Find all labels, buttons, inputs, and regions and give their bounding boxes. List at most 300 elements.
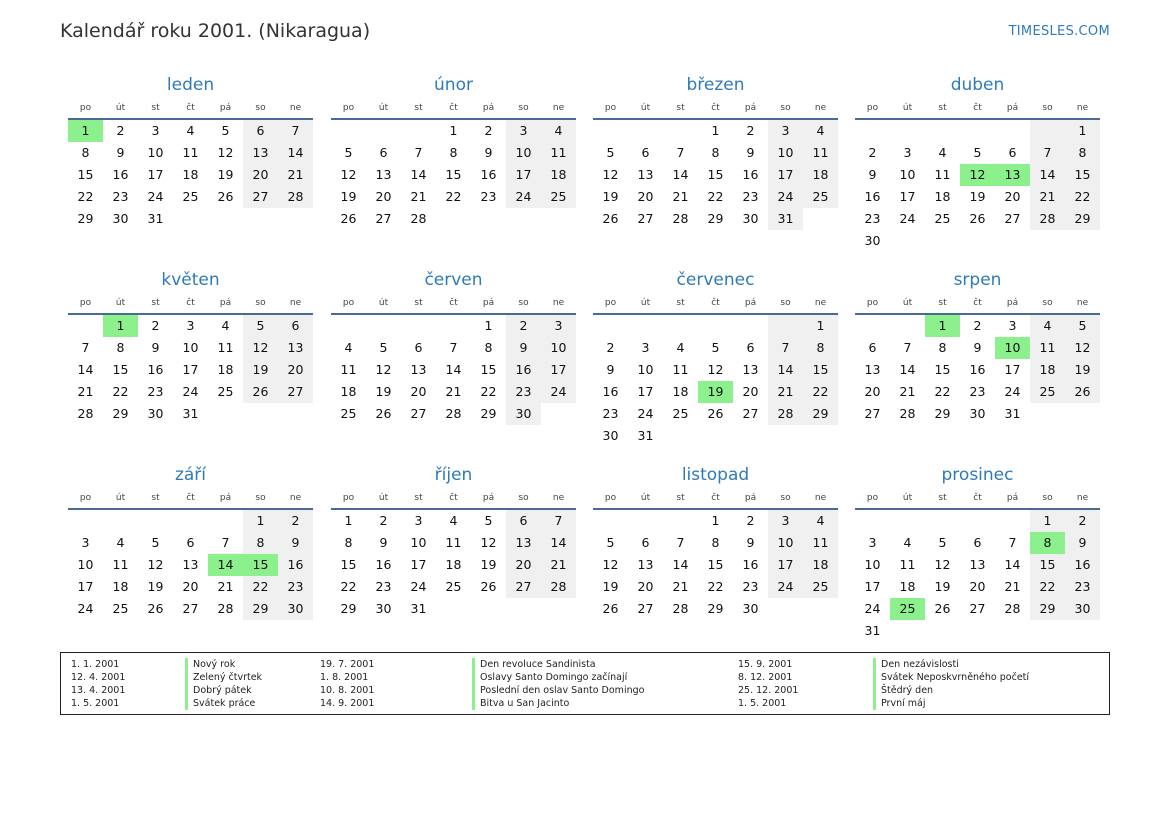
day-cell[interactable]: 23 [375, 579, 392, 594]
day-cell[interactable]: 2 [484, 123, 493, 138]
day-cell[interactable]: 12 [934, 557, 951, 572]
day-cell[interactable]: 12 [340, 167, 357, 182]
day-cell[interactable]: 18 [803, 554, 838, 576]
day-cell[interactable]: 24 [182, 384, 199, 399]
day-cell[interactable]: 14 [541, 532, 576, 554]
day-cell[interactable]: 3 [903, 145, 912, 160]
day-cell[interactable]: 6 [186, 535, 195, 550]
day-cell[interactable]: 10 [995, 337, 1030, 359]
day-cell[interactable]: 9 [278, 532, 313, 554]
day-cell[interactable]: 5 [221, 123, 230, 138]
day-cell[interactable]: 18 [340, 384, 357, 399]
day-cell[interactable]: 25 [340, 406, 357, 421]
day-cell[interactable]: 20 [182, 579, 199, 594]
day-cell[interactable]: 6 [506, 510, 541, 532]
day-cell[interactable]: 25 [445, 579, 462, 594]
day-cell[interactable]: 21 [768, 381, 803, 403]
day-cell[interactable]: 13 [637, 167, 654, 182]
day-cell[interactable]: 26 [375, 406, 392, 421]
day-cell[interactable]: 11 [1030, 337, 1065, 359]
day-cell[interactable]: 16 [480, 167, 497, 182]
day-cell[interactable]: 6 [641, 535, 650, 550]
day-cell[interactable]: 19 [698, 381, 733, 403]
day-cell[interactable]: 24 [768, 186, 803, 208]
day-cell[interactable]: 3 [506, 120, 541, 142]
day-cell[interactable]: 21 [1004, 579, 1021, 594]
day-cell[interactable]: 29 [934, 406, 951, 421]
day-cell[interactable]: 9 [484, 145, 493, 160]
day-cell[interactable]: 19 [340, 189, 357, 204]
day-cell[interactable]: 7 [1008, 535, 1017, 550]
day-cell[interactable]: 28 [410, 211, 427, 226]
day-cell[interactable]: 1 [711, 123, 720, 138]
day-cell[interactable]: 24 [147, 189, 164, 204]
day-cell[interactable]: 15 [1030, 554, 1065, 576]
day-cell[interactable]: 20 [410, 384, 427, 399]
day-cell[interactable]: 13 [506, 532, 541, 554]
day-cell[interactable]: 22 [934, 384, 951, 399]
day-cell[interactable]: 8 [711, 535, 720, 550]
day-cell[interactable]: 13 [864, 362, 881, 377]
day-cell[interactable]: 3 [186, 318, 195, 333]
day-cell[interactable]: 31 [182, 406, 199, 421]
day-cell[interactable]: 7 [768, 337, 803, 359]
day-cell[interactable]: 18 [1030, 359, 1065, 381]
day-cell[interactable]: 9 [379, 535, 388, 550]
day-cell[interactable]: 8 [1065, 142, 1100, 164]
day-cell[interactable]: 26 [707, 406, 724, 421]
day-cell[interactable]: 4 [541, 120, 576, 142]
day-cell[interactable]: 31 [1004, 406, 1021, 421]
day-cell[interactable]: 30 [602, 428, 619, 443]
day-cell[interactable]: 20 [243, 164, 278, 186]
day-cell[interactable]: 19 [147, 579, 164, 594]
day-cell[interactable]: 9 [506, 337, 541, 359]
day-cell[interactable]: 23 [602, 406, 619, 421]
day-cell[interactable]: 23 [278, 576, 313, 598]
day-cell[interactable]: 5 [243, 315, 278, 337]
day-cell[interactable]: 27 [637, 211, 654, 226]
day-cell[interactable]: 6 [641, 145, 650, 160]
day-cell[interactable]: 8 [344, 535, 353, 550]
day-cell[interactable]: 5 [484, 513, 493, 528]
day-cell[interactable]: 28 [445, 406, 462, 421]
day-cell[interactable]: 18 [217, 362, 234, 377]
day-cell[interactable]: 25 [890, 598, 925, 620]
day-cell[interactable]: 16 [969, 362, 986, 377]
day-cell[interactable]: 27 [969, 601, 986, 616]
day-cell[interactable]: 28 [77, 406, 94, 421]
day-cell[interactable]: 5 [379, 340, 388, 355]
day-cell[interactable]: 25 [112, 601, 129, 616]
day-cell[interactable]: 28 [1004, 601, 1021, 616]
day-cell[interactable]: 17 [768, 554, 803, 576]
day-cell[interactable]: 8 [711, 145, 720, 160]
day-cell[interactable]: 30 [278, 598, 313, 620]
day-cell[interactable]: 1 [103, 315, 138, 337]
day-cell[interactable]: 26 [480, 579, 497, 594]
day-cell[interactable]: 31 [637, 428, 654, 443]
day-cell[interactable]: 23 [864, 211, 881, 226]
day-cell[interactable]: 7 [676, 145, 685, 160]
day-cell[interactable]: 18 [445, 557, 462, 572]
day-cell[interactable]: 26 [602, 211, 619, 226]
day-cell[interactable]: 23 [969, 384, 986, 399]
day-cell[interactable]: 13 [182, 557, 199, 572]
day-cell[interactable]: 5 [151, 535, 160, 550]
day-cell[interactable]: 26 [1065, 381, 1100, 403]
day-cell[interactable]: 29 [803, 403, 838, 425]
day-cell[interactable]: 2 [1065, 510, 1100, 532]
day-cell[interactable]: 13 [995, 164, 1030, 186]
day-cell[interactable]: 10 [899, 167, 916, 182]
day-cell[interactable]: 4 [449, 513, 458, 528]
day-cell[interactable]: 16 [742, 557, 759, 572]
day-cell[interactable]: 17 [864, 579, 881, 594]
day-cell[interactable]: 14 [1004, 557, 1021, 572]
day-cell[interactable]: 2 [506, 315, 541, 337]
day-cell[interactable]: 14 [672, 167, 689, 182]
day-cell[interactable]: 31 [147, 211, 164, 226]
day-cell[interactable]: 6 [243, 120, 278, 142]
day-cell[interactable]: 11 [112, 557, 129, 572]
day-cell[interactable]: 14 [1030, 164, 1065, 186]
day-cell[interactable]: 15 [934, 362, 951, 377]
day-cell[interactable]: 26 [243, 381, 278, 403]
day-cell[interactable]: 9 [868, 167, 877, 182]
day-cell[interactable]: 22 [77, 189, 94, 204]
day-cell[interactable]: 26 [340, 211, 357, 226]
day-cell[interactable]: 14 [278, 142, 313, 164]
day-cell[interactable]: 7 [1030, 142, 1065, 164]
day-cell[interactable]: 19 [934, 579, 951, 594]
day-cell[interactable]: 10 [147, 145, 164, 160]
day-cell[interactable]: 27 [1004, 211, 1021, 226]
day-cell[interactable]: 1 [243, 510, 278, 532]
day-cell[interactable]: 15 [707, 557, 724, 572]
day-cell[interactable]: 19 [217, 167, 234, 182]
day-cell[interactable]: 13 [278, 337, 313, 359]
day-cell[interactable]: 28 [768, 403, 803, 425]
day-cell[interactable]: 15 [480, 362, 497, 377]
day-cell[interactable]: 24 [1004, 384, 1021, 399]
day-cell[interactable]: 22 [707, 189, 724, 204]
day-cell[interactable]: 30 [375, 601, 392, 616]
day-cell[interactable]: 16 [147, 362, 164, 377]
day-cell[interactable]: 21 [672, 579, 689, 594]
day-cell[interactable]: 27 [742, 406, 759, 421]
day-cell[interactable]: 15 [445, 167, 462, 182]
day-cell[interactable]: 1 [344, 513, 353, 528]
day-cell[interactable]: 2 [278, 510, 313, 532]
day-cell[interactable]: 31 [768, 208, 803, 230]
day-cell[interactable]: 2 [746, 513, 755, 528]
day-cell[interactable]: 30 [864, 233, 881, 248]
day-cell[interactable]: 16 [864, 189, 881, 204]
day-cell[interactable]: 3 [81, 535, 90, 550]
day-cell[interactable]: 1 [925, 315, 960, 337]
day-cell[interactable]: 29 [707, 211, 724, 226]
day-cell[interactable]: 10 [182, 340, 199, 355]
day-cell[interactable]: 5 [1065, 315, 1100, 337]
day-cell[interactable]: 1 [803, 315, 838, 337]
day-cell[interactable]: 16 [1065, 554, 1100, 576]
day-cell[interactable]: 12 [602, 167, 619, 182]
day-cell[interactable]: 9 [973, 340, 982, 355]
day-cell[interactable]: 22 [707, 579, 724, 594]
day-cell[interactable]: 28 [541, 576, 576, 598]
day-cell[interactable]: 8 [1030, 532, 1065, 554]
day-cell[interactable]: 22 [1065, 186, 1100, 208]
day-cell[interactable]: 27 [506, 576, 541, 598]
day-cell[interactable]: 11 [445, 535, 462, 550]
day-cell[interactable]: 7 [221, 535, 230, 550]
day-cell[interactable]: 29 [707, 601, 724, 616]
day-cell[interactable]: 28 [217, 601, 234, 616]
day-cell[interactable]: 15 [803, 359, 838, 381]
day-cell[interactable]: 17 [77, 579, 94, 594]
day-cell[interactable]: 12 [602, 557, 619, 572]
day-cell[interactable]: 20 [506, 554, 541, 576]
day-cell[interactable]: 29 [1065, 208, 1100, 230]
day-cell[interactable]: 5 [606, 535, 615, 550]
day-cell[interactable]: 16 [278, 554, 313, 576]
day-cell[interactable]: 19 [480, 557, 497, 572]
day-cell[interactable]: 2 [606, 340, 615, 355]
day-cell[interactable]: 14 [768, 359, 803, 381]
day-cell[interactable]: 24 [768, 576, 803, 598]
day-cell[interactable]: 19 [243, 359, 278, 381]
day-cell[interactable]: 8 [803, 337, 838, 359]
day-cell[interactable]: 19 [602, 579, 619, 594]
day-cell[interactable]: 23 [112, 189, 129, 204]
day-cell[interactable]: 25 [217, 384, 234, 399]
day-cell[interactable]: 2 [116, 123, 125, 138]
day-cell[interactable]: 28 [672, 211, 689, 226]
day-cell[interactable]: 24 [410, 579, 427, 594]
day-cell[interactable]: 6 [414, 340, 423, 355]
day-cell[interactable]: 14 [445, 362, 462, 377]
day-cell[interactable]: 18 [672, 384, 689, 399]
day-cell[interactable]: 3 [414, 513, 423, 528]
day-cell[interactable]: 5 [711, 340, 720, 355]
day-cell[interactable]: 7 [414, 145, 423, 160]
day-cell[interactable]: 11 [803, 142, 838, 164]
day-cell[interactable]: 11 [217, 340, 234, 355]
day-cell[interactable]: 18 [541, 164, 576, 186]
day-cell[interactable]: 16 [602, 384, 619, 399]
day-cell[interactable]: 12 [960, 164, 995, 186]
day-cell[interactable]: 2 [151, 318, 160, 333]
day-cell[interactable]: 12 [1065, 337, 1100, 359]
day-cell[interactable]: 2 [868, 145, 877, 160]
day-cell[interactable]: 28 [899, 406, 916, 421]
day-cell[interactable]: 28 [278, 186, 313, 208]
day-cell[interactable]: 23 [742, 579, 759, 594]
day-cell[interactable]: 14 [672, 557, 689, 572]
day-cell[interactable]: 10 [637, 362, 654, 377]
day-cell[interactable]: 7 [541, 510, 576, 532]
day-cell[interactable]: 25 [541, 186, 576, 208]
day-cell[interactable]: 7 [449, 340, 458, 355]
day-cell[interactable]: 9 [606, 362, 615, 377]
day-cell[interactable]: 20 [969, 579, 986, 594]
day-cell[interactable]: 13 [637, 557, 654, 572]
day-cell[interactable]: 30 [112, 211, 129, 226]
day-cell[interactable]: 17 [1004, 362, 1021, 377]
day-cell[interactable]: 27 [278, 381, 313, 403]
day-cell[interactable]: 8 [81, 145, 90, 160]
day-cell[interactable]: 18 [182, 167, 199, 182]
day-cell[interactable]: 4 [938, 145, 947, 160]
day-cell[interactable]: 3 [868, 535, 877, 550]
day-cell[interactable]: 9 [1065, 532, 1100, 554]
day-cell[interactable]: 29 [243, 598, 278, 620]
day-cell[interactable]: 4 [676, 340, 685, 355]
day-cell[interactable]: 27 [243, 186, 278, 208]
day-cell[interactable]: 24 [637, 406, 654, 421]
day-cell[interactable]: 4 [903, 535, 912, 550]
day-cell[interactable]: 10 [864, 557, 881, 572]
day-cell[interactable]: 12 [147, 557, 164, 572]
day-cell[interactable]: 19 [602, 189, 619, 204]
day-cell[interactable]: 21 [410, 189, 427, 204]
day-cell[interactable]: 31 [410, 601, 427, 616]
day-cell[interactable]: 11 [340, 362, 357, 377]
day-cell[interactable]: 1 [1030, 510, 1065, 532]
day-cell[interactable]: 6 [278, 315, 313, 337]
day-cell[interactable]: 17 [637, 384, 654, 399]
day-cell[interactable]: 21 [899, 384, 916, 399]
day-cell[interactable]: 12 [217, 145, 234, 160]
day-cell[interactable]: 2 [379, 513, 388, 528]
day-cell[interactable]: 18 [112, 579, 129, 594]
day-cell[interactable]: 15 [243, 554, 278, 576]
day-cell[interactable]: 11 [672, 362, 689, 377]
day-cell[interactable]: 21 [445, 384, 462, 399]
day-cell[interactable]: 28 [1030, 208, 1065, 230]
day-cell[interactable]: 20 [864, 384, 881, 399]
day-cell[interactable]: 7 [903, 340, 912, 355]
day-cell[interactable]: 7 [676, 535, 685, 550]
day-cell[interactable]: 23 [480, 189, 497, 204]
day-cell[interactable]: 17 [147, 167, 164, 182]
day-cell[interactable]: 3 [1008, 318, 1017, 333]
day-cell[interactable]: 20 [278, 359, 313, 381]
day-cell[interactable]: 16 [506, 359, 541, 381]
day-cell[interactable]: 11 [182, 145, 199, 160]
day-cell[interactable]: 4 [186, 123, 195, 138]
day-cell[interactable]: 23 [742, 189, 759, 204]
brand-link[interactable]: TIMESLES.COM [1008, 24, 1110, 39]
day-cell[interactable]: 15 [1065, 164, 1100, 186]
day-cell[interactable]: 22 [1030, 576, 1065, 598]
day-cell[interactable]: 19 [969, 189, 986, 204]
day-cell[interactable]: 24 [864, 601, 881, 616]
day-cell[interactable]: 29 [112, 406, 129, 421]
day-cell[interactable]: 16 [742, 167, 759, 182]
day-cell[interactable]: 3 [151, 123, 160, 138]
day-cell[interactable]: 11 [899, 557, 916, 572]
day-cell[interactable]: 12 [480, 535, 497, 550]
day-cell[interactable]: 10 [410, 535, 427, 550]
day-cell[interactable]: 20 [637, 579, 654, 594]
day-cell[interactable]: 25 [803, 576, 838, 598]
day-cell[interactable]: 16 [112, 167, 129, 182]
day-cell[interactable]: 17 [410, 557, 427, 572]
day-cell[interactable]: 20 [375, 189, 392, 204]
day-cell[interactable]: 4 [803, 120, 838, 142]
day-cell[interactable]: 30 [506, 403, 541, 425]
day-cell[interactable]: 7 [81, 340, 90, 355]
day-cell[interactable]: 9 [151, 340, 160, 355]
day-cell[interactable]: 24 [77, 601, 94, 616]
day-cell[interactable]: 3 [641, 340, 650, 355]
day-cell[interactable]: 13 [375, 167, 392, 182]
day-cell[interactable]: 12 [707, 362, 724, 377]
day-cell[interactable]: 5 [344, 145, 353, 160]
day-cell[interactable]: 20 [1004, 189, 1021, 204]
day-cell[interactable]: 25 [934, 211, 951, 226]
day-cell[interactable]: 29 [77, 211, 94, 226]
day-cell[interactable]: 4 [803, 510, 838, 532]
day-cell[interactable]: 9 [746, 535, 755, 550]
day-cell[interactable]: 4 [344, 340, 353, 355]
day-cell[interactable]: 30 [147, 406, 164, 421]
day-cell[interactable]: 27 [864, 406, 881, 421]
day-cell[interactable]: 11 [803, 532, 838, 554]
day-cell[interactable]: 25 [1030, 381, 1065, 403]
day-cell[interactable]: 29 [1030, 598, 1065, 620]
day-cell[interactable]: 3 [768, 120, 803, 142]
day-cell[interactable]: 21 [1030, 186, 1065, 208]
day-cell[interactable]: 24 [541, 381, 576, 403]
day-cell[interactable]: 11 [541, 142, 576, 164]
day-cell[interactable]: 10 [768, 142, 803, 164]
day-cell[interactable]: 15 [112, 362, 129, 377]
day-cell[interactable]: 26 [969, 211, 986, 226]
day-cell[interactable]: 29 [340, 601, 357, 616]
day-cell[interactable]: 12 [375, 362, 392, 377]
day-cell[interactable]: 6 [1008, 145, 1017, 160]
day-cell[interactable]: 8 [449, 145, 458, 160]
day-cell[interactable]: 15 [77, 167, 94, 182]
day-cell[interactable]: 22 [445, 189, 462, 204]
day-cell[interactable]: 23 [506, 381, 541, 403]
day-cell[interactable]: 22 [803, 381, 838, 403]
day-cell[interactable]: 17 [506, 164, 541, 186]
day-cell[interactable]: 20 [742, 384, 759, 399]
day-cell[interactable]: 1 [484, 318, 493, 333]
day-cell[interactable]: 16 [375, 557, 392, 572]
day-cell[interactable]: 21 [541, 554, 576, 576]
day-cell[interactable]: 8 [116, 340, 125, 355]
day-cell[interactable]: 30 [742, 211, 759, 226]
day-cell[interactable]: 17 [899, 189, 916, 204]
day-cell[interactable]: 4 [116, 535, 125, 550]
day-cell[interactable]: 14 [77, 362, 94, 377]
day-cell[interactable]: 12 [243, 337, 278, 359]
day-cell[interactable]: 28 [672, 601, 689, 616]
day-cell[interactable]: 20 [637, 189, 654, 204]
day-cell[interactable]: 26 [147, 601, 164, 616]
day-cell[interactable]: 1 [68, 120, 103, 142]
day-cell[interactable]: 26 [217, 189, 234, 204]
day-cell[interactable]: 9 [746, 145, 755, 160]
day-cell[interactable]: 21 [278, 164, 313, 186]
day-cell[interactable]: 18 [934, 189, 951, 204]
day-cell[interactable]: 23 [1065, 576, 1100, 598]
